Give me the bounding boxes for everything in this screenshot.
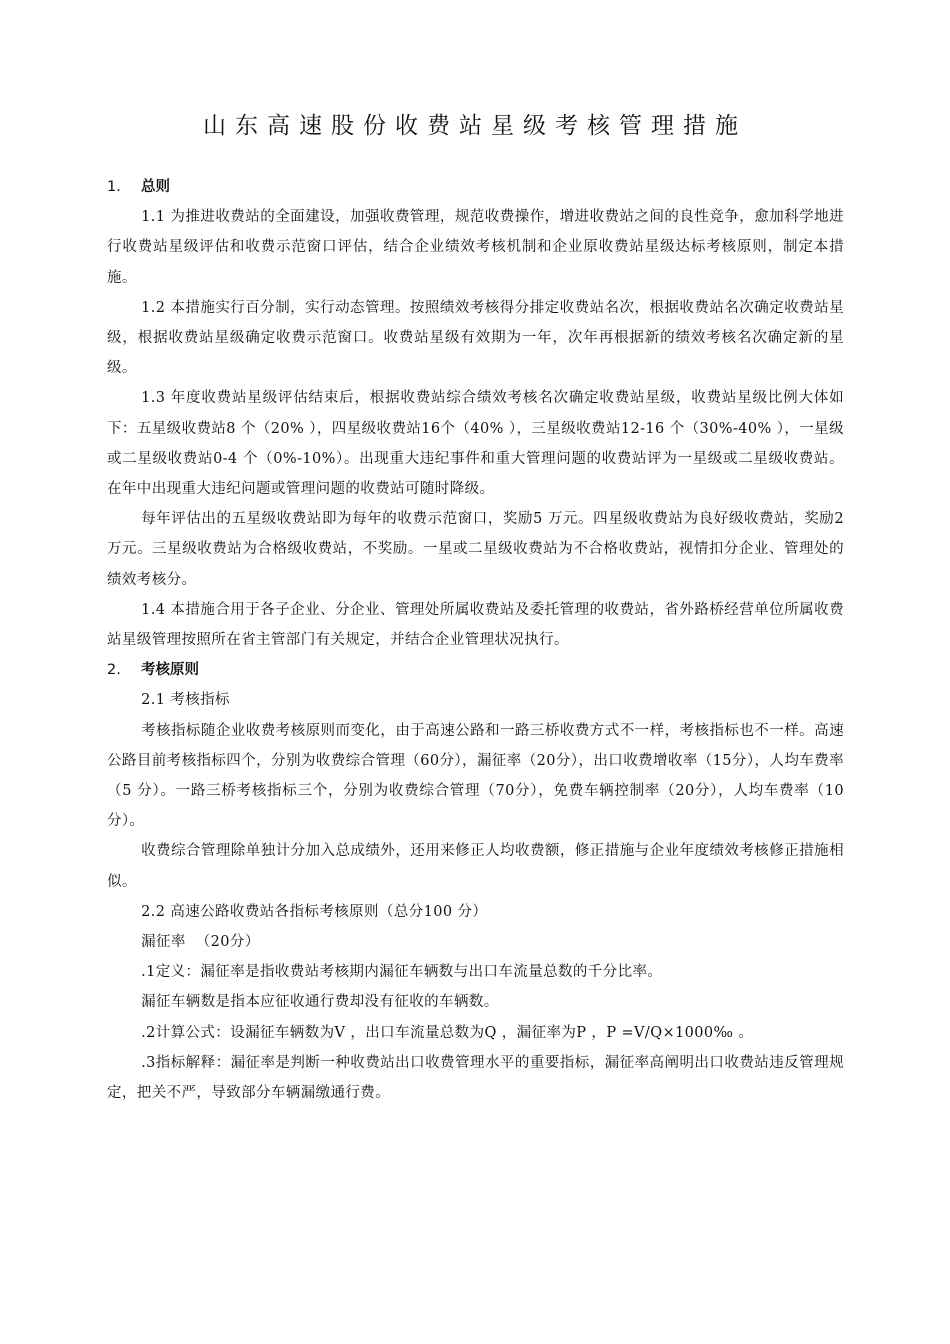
section-heading-text: 考核原则	[141, 662, 199, 679]
subheading-leakage-rate: 漏征率 （20分）	[141, 934, 260, 951]
section-heading-text: 总则	[141, 179, 170, 195]
section-heading-1	[107, 172, 844, 202]
paragraph-1-3: 1.3 年度收费站星级评估结束后，根据收费站综合绩效考核名次确定收费站星级，收费站星级比例大体如下：五星级收费站8 个（20% ），四星级收费站16个（40% ），三星级收费站12-16 个（30%-40% ），一星级或二星级收费站0-4 个（0%-10%）。出现重大违纪事件和重大管理问题的收费站评为一星级或二星级收费站。在年中出现重大违纪问题或管理问题的收费站可随时降级。	[107, 390, 844, 498]
paragraph-explanation: .3指标解释：漏征率是判断一种收费站出口收费管理水平的重要指标，漏征率高阐明出口收费站违反管理规定，把关不严，导致部分车辆漏缴通行费。	[107, 1054, 844, 1102]
subheading-2-2: 2.2 高速公路收费站各指标考核原则（总分100 分）	[141, 903, 488, 920]
subheading-2-1: 2.1 考核指标	[141, 692, 230, 709]
paragraph-2-1-correction: 收费综合管理除单独计分加入总成绩外，还用来修正人均收费额，修正措施与企业年度绩效考核修正措施相似。	[107, 843, 844, 890]
section-number: 1.	[107, 179, 121, 195]
paragraph-1-4: 1.4 本措施合用于各子企业、分企业、管理处所属收费站及委托管理的收费站，省外路桥经营单位所属收费站星级管理按照所在省主管部门有关规定，并结合企业管理状况执行。	[107, 601, 844, 649]
paragraph-1-2: 1.2 本措施实行百分制，实行动态管理。按照绩效考核得分排定收费站名次，根据收费站名次确定收费站星级，根据收费站星级确定收费示范窗口。收费站星级有效期为一年，次年再根据新的绩效考核名次确定新的星级。	[107, 299, 844, 377]
document-title: 山东高速股份收费站星级考核管理措施	[203, 113, 747, 139]
section-number: 2.	[107, 662, 121, 679]
paragraph-2-1-indicators: 考核指标随企业收费考核原则而变化，由于高速公路和一路三桥收费方式不一样，考核指标也不一样。高速公路目前考核指标四个，分别为收费综合管理（60分），漏征率（20分），出口收费增收率（15分），人均车费率（5 分）。一路三桥考核指标三个，分别为收费综合管理（70分），免费车辆控制率（20分），人均车费率（10分）。	[107, 722, 844, 830]
paragraph-leakage-vehicles: 漏征车辆数是指本应征收通行费却没有征收的车辆数。	[141, 994, 499, 1011]
section-heading-2	[107, 655, 844, 685]
paragraph-1-3-awards: 每年评估出的五星级收费站即为每年的收费示范窗口，奖励5 万元。四星级收费站为良好级收费站，奖励2 万元。三星级收费站为合格级收费站，不奖励。一星或二星级收费站为不合格收费站，视情扣分企业、管理处的绩效考核分。	[107, 511, 844, 588]
paragraph-1-1: 1.1 为推进收费站的全面建设，加强收费管理，规范收费操作，增进收费站之间的良性竞争，愈加科学地进行收费站星级评估和收费示范窗口评估，结合企业绩效考核机制和企业原收费站星级达标考核原则，制定本措施。	[107, 209, 844, 286]
paragraph-definition: .1定义：漏征率是指收费站考核期内漏征车辆数与出口车流量总数的千分比率。	[141, 964, 663, 981]
document-body	[107, 172, 844, 1108]
paragraph-formula: .2计算公式：设漏征车辆数为V ，出口车流量总数为Q ，漏征率为P ，P =V/Q×1000‰ 。	[141, 1024, 754, 1041]
